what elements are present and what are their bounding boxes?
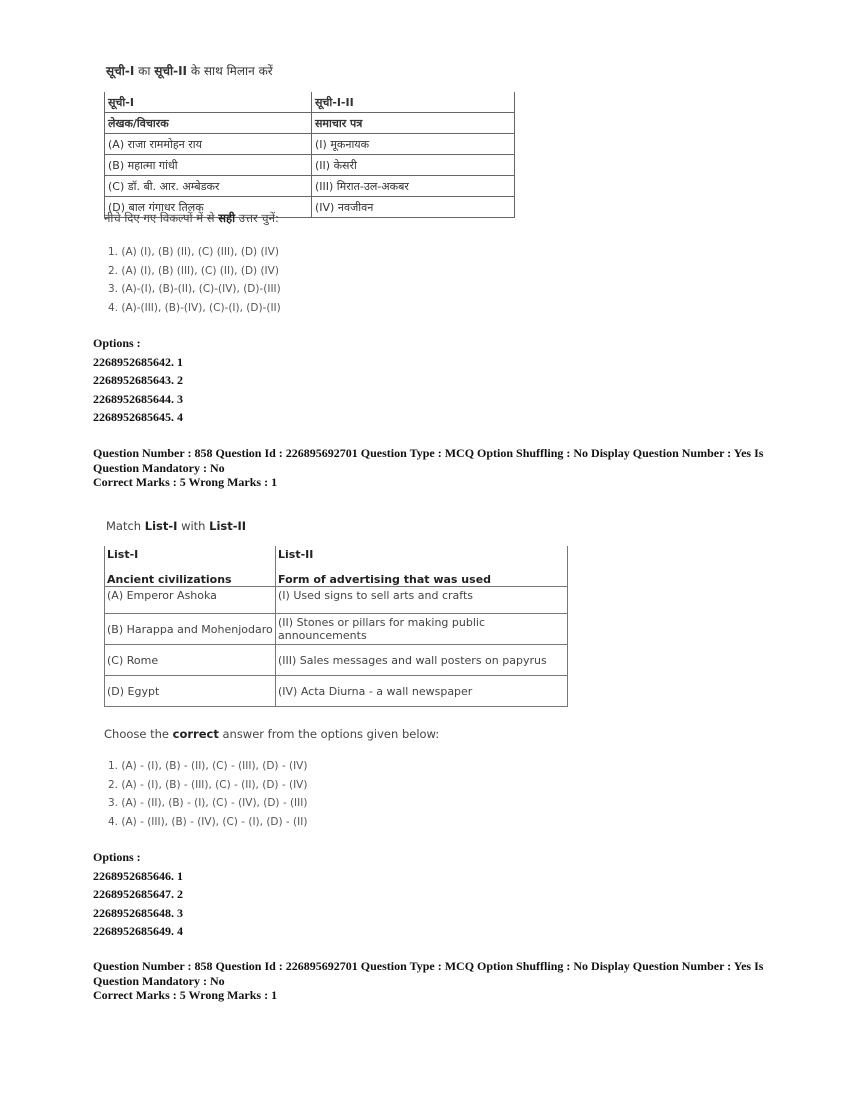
option-id: 2268952685646. 1	[93, 868, 183, 883]
marks-line: Correct Marks : 5 Wrong Marks : 1	[93, 475, 278, 489]
option-id: 2268952685649. 4	[93, 924, 183, 938]
marks-line: Correct Marks : 5 Wrong Marks : 1	[93, 988, 278, 1002]
table-row	[105, 645, 568, 676]
answer-option: 3. (A)-(I), (B)-(II), (C)-(IV), (D)-(III)	[108, 283, 281, 295]
english-match-table	[104, 546, 568, 707]
table-row	[105, 134, 515, 155]
table-cell: (I) मूकनायक	[312, 134, 515, 155]
table-cell: (IV) नवजीवन	[312, 197, 515, 218]
option-id: 2268952685645. 4	[93, 410, 183, 424]
table-cell: (B) Harappa and Mohenjodaro	[105, 614, 276, 645]
option-id: 2268952685642. 1	[93, 354, 183, 369]
hindi-answer-options	[108, 243, 281, 317]
table-cell: (III) Sales messages and wall posters on papyrus	[276, 645, 568, 676]
table-cell: (D) बाल गंगाधर तिलक	[105, 197, 312, 218]
answer-option: 2. (A) (I), (B) (III), (C) (II), (D) (IV)	[108, 264, 279, 277]
table-row	[105, 176, 515, 197]
table-cell: (III) मिरात-उल-अकबर	[312, 176, 515, 197]
answer-option: 1. (A) - (I), (B) - (II), (C) - (III), (D) - (IV)	[108, 760, 308, 772]
table-cell: (C) डॉ. बी. आर. अम्बेडकर	[105, 176, 312, 197]
table-header-cell: Form of advertising that was used	[276, 570, 568, 587]
options-block	[93, 334, 183, 427]
table-cell: (C) Rome	[105, 645, 276, 676]
answer-option: 1. (A) (I), (B) (II), (C) (III), (D) (IV)	[108, 246, 279, 258]
option-id: 2268952685647. 2	[93, 887, 183, 901]
table-cell: (II) केसरी	[312, 155, 515, 176]
table-cell: (D) Egypt	[105, 676, 276, 707]
table-cell: (B) महात्मा गांधी	[105, 155, 312, 176]
options-block	[93, 848, 183, 941]
table-cell: (I) Used signs to sell arts and crafts	[276, 587, 568, 614]
answer-option: 4. (A) - (III), (B) - (IV), (C) - (I), (D) - (II)	[108, 815, 308, 828]
table-cell: (IV) Acta Diurna - a wall newspaper	[276, 676, 568, 707]
option-id: 2268952685643. 2	[93, 373, 183, 387]
question-info-line: Question Number : 858 Question Id : 226895692701 Question Type : MCQ Option Shuffling : No Display Question Number : Yes Is Question Mandatory : No	[93, 959, 764, 988]
table-row	[105, 587, 568, 614]
table-header-row	[105, 92, 515, 113]
answer-option: 4. (A)-(III), (B)-(IV), (C)-(I), (D)-(II)	[108, 301, 281, 314]
hindi-match-table	[104, 92, 515, 218]
table-header-cell: List-I	[105, 546, 276, 570]
hindi-choose-instruction: नीचे दिए गए विकल्पों में से सही उत्तर चुनें:	[104, 211, 279, 225]
english-answer-options	[108, 757, 307, 831]
question-metadata	[93, 959, 773, 1003]
question-info-line: Question Number : 858 Question Id : 226895692701 Question Type : MCQ Option Shuffling : No Display Question Number : Yes Is Question Mandatory : No	[93, 446, 764, 475]
table-header-cell: List-II	[276, 546, 568, 570]
table-header-cell: लेखक/विचारक	[105, 113, 312, 134]
english-choose-instruction: Choose the correct answer from the options given below:	[104, 727, 440, 741]
table-header-cell: सूची-I-II	[312, 92, 515, 113]
table-subheader-row	[105, 113, 515, 134]
option-id: 2268952685644. 3	[93, 391, 183, 406]
table-header-cell: Ancient civilizations	[105, 570, 276, 587]
options-title: Options :	[93, 336, 141, 350]
option-id: 2268952685648. 3	[93, 905, 183, 920]
answer-option: 2. (A) - (I), (B) - (III), (C) - (II), (D) - (IV)	[108, 778, 308, 791]
table-row	[105, 676, 568, 707]
table-cell: (A) Emperor Ashoka	[105, 587, 276, 614]
hindi-match-instruction: सूची-I का सूची-II के साथ मिलान करें	[106, 64, 273, 78]
table-row	[105, 614, 568, 645]
table-row	[105, 155, 515, 176]
answer-option: 3. (A) - (II), (B) - (I), (C) - (IV), (D) - (III)	[108, 797, 308, 809]
table-header-cell: सूची-I	[105, 92, 312, 113]
options-title: Options :	[93, 850, 141, 864]
table-header-row	[105, 546, 568, 570]
table-cell: (A) राजा राममोहन राय	[105, 134, 312, 155]
table-cell: (II) Stones or pillars for making public announcements	[276, 614, 568, 645]
english-match-instruction: Match List-I with List-II	[106, 519, 247, 533]
table-subheader-row	[105, 570, 568, 587]
table-header-cell: समाचार पत्र	[312, 113, 515, 134]
question-metadata	[93, 446, 773, 490]
